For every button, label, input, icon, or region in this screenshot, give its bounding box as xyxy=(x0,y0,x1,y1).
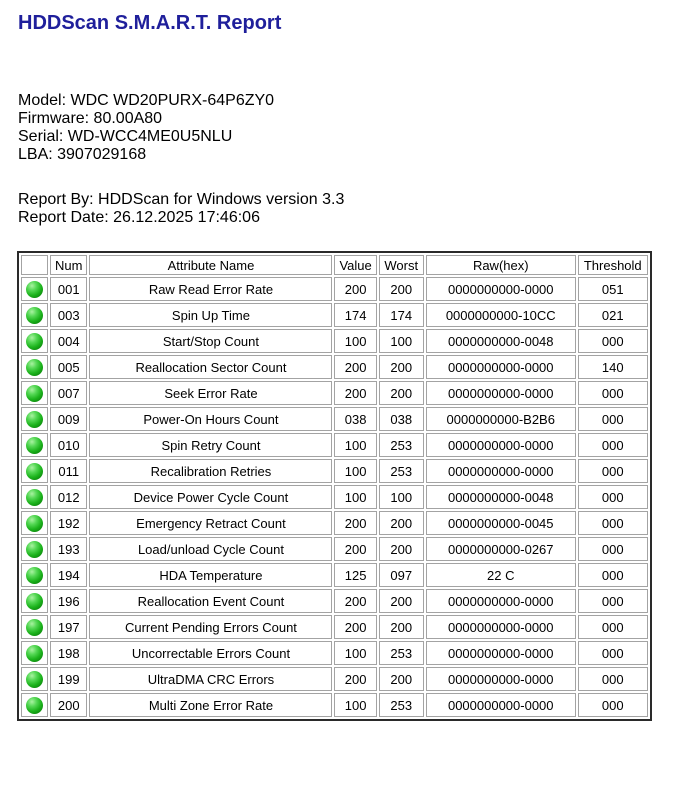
status-good-led-icon xyxy=(26,619,43,636)
table-row xyxy=(21,667,648,691)
table-row xyxy=(21,277,648,301)
cell-raw: 0000000000-0267 xyxy=(426,537,576,561)
drive-info-block xyxy=(18,92,682,164)
cell-worst: 253 xyxy=(379,693,424,717)
report-meta-block xyxy=(18,191,682,227)
cell-raw: 0000000000-0000 xyxy=(426,641,576,665)
cell-value: 100 xyxy=(334,459,376,483)
cell-name: Raw Read Error Rate xyxy=(89,277,332,301)
cell-value: 125 xyxy=(334,563,376,587)
status-good-led-icon xyxy=(26,437,43,454)
status-cell xyxy=(21,589,48,613)
cell-threshold: 000 xyxy=(578,563,648,587)
status-cell xyxy=(21,381,48,405)
table-row xyxy=(21,563,648,587)
header-num: Num xyxy=(50,255,87,275)
cell-raw: 0000000000-0000 xyxy=(426,615,576,639)
status-good-led-icon xyxy=(26,385,43,402)
table-row xyxy=(21,615,648,639)
cell-worst: 174 xyxy=(379,303,424,327)
cell-threshold: 000 xyxy=(578,693,648,717)
header-raw-hex: Raw(hex) xyxy=(426,255,576,275)
status-cell xyxy=(21,693,48,717)
cell-name: Seek Error Rate xyxy=(89,381,332,405)
table-row xyxy=(21,485,648,509)
cell-threshold: 000 xyxy=(578,433,648,457)
status-good-led-icon xyxy=(26,671,43,688)
table-row xyxy=(21,511,648,535)
cell-threshold: 000 xyxy=(578,667,648,691)
table-row xyxy=(21,641,648,665)
status-cell xyxy=(21,563,48,587)
header-attribute-name: Attribute Name xyxy=(89,255,332,275)
cell-value: 200 xyxy=(334,615,376,639)
cell-num: 197 xyxy=(50,615,87,639)
status-good-led-icon xyxy=(26,567,43,584)
cell-name: HDA Temperature xyxy=(89,563,332,587)
status-cell xyxy=(21,641,48,665)
status-cell xyxy=(21,511,48,535)
cell-worst: 038 xyxy=(379,407,424,431)
cell-raw: 0000000000-0000 xyxy=(426,459,576,483)
status-cell xyxy=(21,485,48,509)
report-date-line: Report Date: 26.12.2025 17:46:06 xyxy=(18,209,260,226)
cell-threshold: 000 xyxy=(578,381,648,405)
status-good-led-icon xyxy=(26,541,43,558)
status-good-led-icon xyxy=(26,333,43,350)
status-cell xyxy=(21,355,48,379)
cell-value: 200 xyxy=(334,667,376,691)
cell-num: 193 xyxy=(50,537,87,561)
cell-num: 012 xyxy=(50,485,87,509)
status-cell xyxy=(21,329,48,353)
cell-num: 010 xyxy=(50,433,87,457)
status-good-led-icon xyxy=(26,489,43,506)
cell-num: 007 xyxy=(50,381,87,405)
status-cell xyxy=(21,303,48,327)
cell-threshold: 000 xyxy=(578,537,648,561)
cell-name: Recalibration Retries xyxy=(89,459,332,483)
status-good-led-icon xyxy=(26,359,43,376)
smart-table-body xyxy=(21,277,648,717)
cell-threshold: 000 xyxy=(578,459,648,483)
cell-worst: 200 xyxy=(379,511,424,535)
cell-raw: 0000000000-0045 xyxy=(426,511,576,535)
cell-value: 100 xyxy=(334,693,376,717)
cell-raw: 0000000000-0000 xyxy=(426,355,576,379)
cell-worst: 253 xyxy=(379,459,424,483)
info-line-firmware: Firmware: 80.00A80 xyxy=(18,110,163,127)
table-row xyxy=(21,303,648,327)
cell-name: Spin Up Time xyxy=(89,303,332,327)
cell-name: Emergency Retract Count xyxy=(89,511,332,535)
cell-value: 174 xyxy=(334,303,376,327)
cell-num: 009 xyxy=(50,407,87,431)
cell-name: Power-On Hours Count xyxy=(89,407,332,431)
cell-threshold: 000 xyxy=(578,485,648,509)
status-cell xyxy=(21,277,48,301)
cell-raw: 0000000000-B2B6 xyxy=(426,407,576,431)
cell-raw: 0000000000-0000 xyxy=(426,277,576,301)
table-row xyxy=(21,407,648,431)
cell-threshold: 021 xyxy=(578,303,648,327)
cell-threshold: 000 xyxy=(578,407,648,431)
cell-raw: 0000000000-0048 xyxy=(426,485,576,509)
table-row xyxy=(21,537,648,561)
cell-num: 005 xyxy=(50,355,87,379)
cell-name: Load/unload Cycle Count xyxy=(89,537,332,561)
report-by-line: Report By: HDDScan for Windows version 3.3 xyxy=(18,191,345,208)
cell-value: 200 xyxy=(334,381,376,405)
cell-threshold: 140 xyxy=(578,355,648,379)
cell-num: 004 xyxy=(50,329,87,353)
cell-num: 194 xyxy=(50,563,87,587)
cell-num: 001 xyxy=(50,277,87,301)
cell-threshold: 000 xyxy=(578,589,648,613)
cell-name: Start/Stop Count xyxy=(89,329,332,353)
cell-raw: 0000000000-0000 xyxy=(426,693,576,717)
cell-worst: 200 xyxy=(379,381,424,405)
cell-num: 199 xyxy=(50,667,87,691)
cell-threshold: 000 xyxy=(578,641,648,665)
cell-worst: 200 xyxy=(379,589,424,613)
cell-name: Current Pending Errors Count xyxy=(89,615,332,639)
cell-value: 200 xyxy=(334,537,376,561)
cell-raw: 22 C xyxy=(426,563,576,587)
status-good-led-icon xyxy=(26,645,43,662)
status-good-led-icon xyxy=(26,515,43,532)
cell-name: Multi Zone Error Rate xyxy=(89,693,332,717)
cell-threshold: 051 xyxy=(578,277,648,301)
cell-num: 192 xyxy=(50,511,87,535)
header-worst: Worst xyxy=(379,255,424,275)
page-title: HDDScan S.M.A.R.T. Report xyxy=(18,12,282,34)
status-good-led-icon xyxy=(26,307,43,324)
cell-value: 100 xyxy=(334,485,376,509)
cell-worst: 253 xyxy=(379,641,424,665)
status-cell xyxy=(21,407,48,431)
cell-threshold: 000 xyxy=(578,511,648,535)
status-good-led-icon xyxy=(26,463,43,480)
cell-value: 100 xyxy=(334,329,376,353)
cell-threshold: 000 xyxy=(578,329,648,353)
info-line-model: Model: WDC WD20PURX-64P6ZY0 xyxy=(18,92,275,109)
cell-value: 200 xyxy=(334,355,376,379)
cell-worst: 200 xyxy=(379,355,424,379)
status-cell xyxy=(21,537,48,561)
cell-raw: 0000000000-0000 xyxy=(426,433,576,457)
cell-value: 200 xyxy=(334,589,376,613)
cell-value: 038 xyxy=(334,407,376,431)
table-row xyxy=(21,433,648,457)
status-cell xyxy=(21,433,48,457)
table-row xyxy=(21,355,648,379)
cell-worst: 100 xyxy=(379,329,424,353)
status-good-led-icon xyxy=(26,593,43,610)
status-cell xyxy=(21,667,48,691)
cell-value: 200 xyxy=(334,511,376,535)
status-good-led-icon xyxy=(26,411,43,428)
cell-worst: 097 xyxy=(379,563,424,587)
table-row xyxy=(21,693,648,717)
smart-attributes-table xyxy=(17,251,652,721)
cell-num: 200 xyxy=(50,693,87,717)
cell-worst: 200 xyxy=(379,615,424,639)
cell-num: 003 xyxy=(50,303,87,327)
cell-raw: 0000000000-0048 xyxy=(426,329,576,353)
cell-raw: 0000000000-0000 xyxy=(426,589,576,613)
table-row xyxy=(21,589,648,613)
status-good-led-icon xyxy=(26,281,43,298)
cell-num: 011 xyxy=(50,459,87,483)
cell-worst: 200 xyxy=(379,667,424,691)
cell-name: Device Power Cycle Count xyxy=(89,485,332,509)
cell-name: UltraDMA CRC Errors xyxy=(89,667,332,691)
info-line-lba: LBA: 3907029168 xyxy=(18,146,147,163)
status-cell xyxy=(21,459,48,483)
header-value: Value xyxy=(334,255,376,275)
cell-name: Spin Retry Count xyxy=(89,433,332,457)
status-good-led-icon xyxy=(26,697,43,714)
cell-num: 198 xyxy=(50,641,87,665)
cell-worst: 100 xyxy=(379,485,424,509)
table-row xyxy=(21,329,648,353)
cell-worst: 200 xyxy=(379,537,424,561)
cell-num: 196 xyxy=(50,589,87,613)
header-status-cell xyxy=(21,255,48,275)
cell-value: 100 xyxy=(334,641,376,665)
cell-worst: 200 xyxy=(379,277,424,301)
cell-raw: 0000000000-0000 xyxy=(426,381,576,405)
cell-value: 200 xyxy=(334,277,376,301)
cell-worst: 253 xyxy=(379,433,424,457)
table-row xyxy=(21,381,648,405)
cell-name: Uncorrectable Errors Count xyxy=(89,641,332,665)
cell-threshold: 000 xyxy=(578,615,648,639)
cell-value: 100 xyxy=(334,433,376,457)
cell-raw: 0000000000-0000 xyxy=(426,667,576,691)
cell-name: Reallocation Event Count xyxy=(89,589,332,613)
info-line-serial: Serial: WD-WCC4ME0U5NLU xyxy=(18,128,233,145)
cell-raw: 0000000000-10CC xyxy=(426,303,576,327)
table-header-row xyxy=(21,255,648,275)
table-row xyxy=(21,459,648,483)
header-threshold: Threshold xyxy=(578,255,648,275)
cell-name: Reallocation Sector Count xyxy=(89,355,332,379)
status-cell xyxy=(21,615,48,639)
